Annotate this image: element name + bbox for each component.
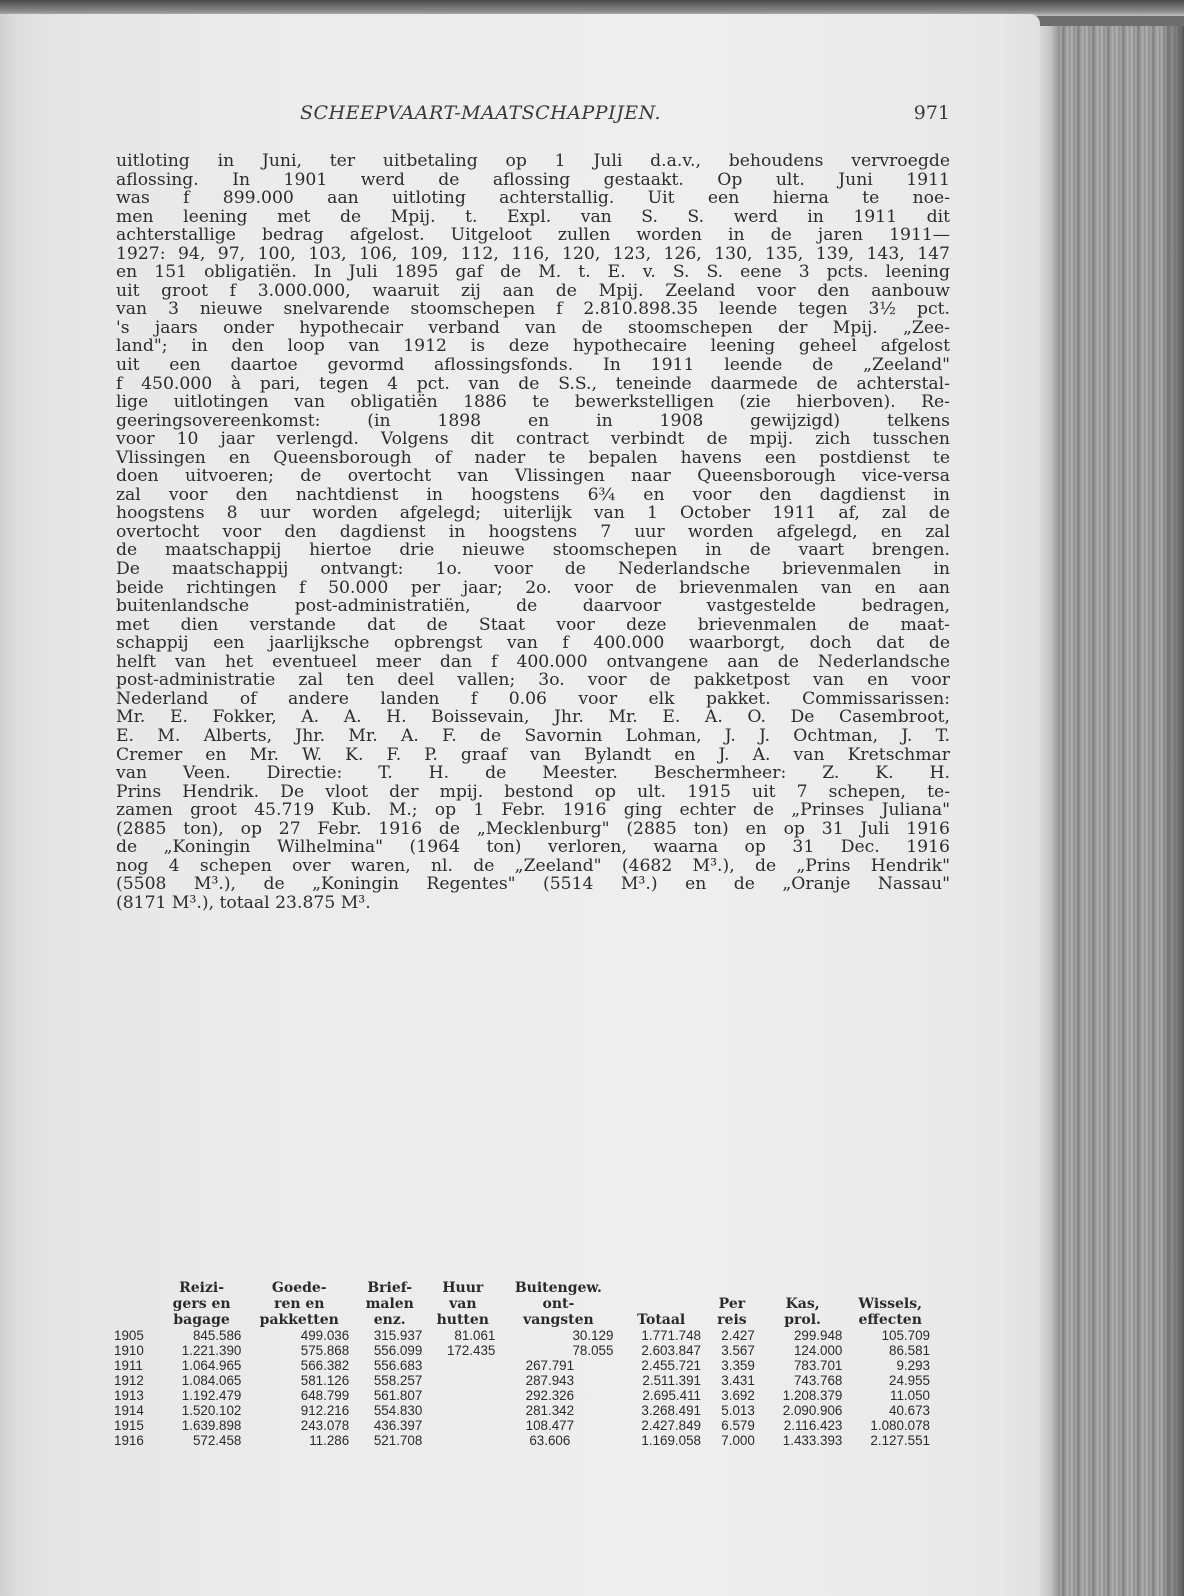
- text-line: Nederland of andere landen f 0.06 voor elk pakket. Commissarissen:: [116, 688, 950, 709]
- running-title: SCHEEPVAART-MAATSCHAPPIJEN.: [300, 102, 662, 124]
- text-line: land"; in den loop van 1912 is deze hypothecaire leening geheel afgelost: [116, 336, 950, 357]
- column-header: Kas, prol.: [784, 1296, 821, 1328]
- text-line: (8171 M³.), totaal 23.875 M³.: [116, 892, 371, 913]
- cell-wissels: 86.581: [889, 1343, 930, 1358]
- cell-goederen: 575.868: [300, 1343, 350, 1358]
- cell-reizigers: 1.520.102: [181, 1403, 242, 1418]
- cell-per_reis: 2.427: [721, 1328, 755, 1343]
- cell-wissels: 9.293: [896, 1358, 930, 1373]
- column-header: Buitengew. ont- vangsten: [514, 1280, 602, 1328]
- cell-year: 1910: [114, 1343, 144, 1358]
- cell-reizigers: 1.064.965: [181, 1358, 242, 1373]
- column-header: [114, 1280, 158, 1328]
- cell-per_reis: 3.692: [721, 1388, 755, 1403]
- text-line: was f 899.000 aan uitloting achterstallig. Uit een hierna te noe-: [116, 188, 950, 209]
- cell-briefmalen: 556.683: [373, 1358, 423, 1373]
- cell-kas: 1.433.393: [782, 1433, 843, 1448]
- text-line: (2885 ton), op 27 Febr. 1916 de „Mecklenburg" (2885 ton) en op 31 Juli 1916: [116, 818, 950, 839]
- cell-goederen: 243.078: [300, 1418, 350, 1433]
- cell-kas: 1.208.379: [782, 1388, 843, 1403]
- text-line: van 3 nieuwe snelvarende stoomschepen f 2.810.898.35 leende tegen 3½ pct.: [116, 299, 950, 320]
- text-line: Prins Hendrik. De vloot der mpij. bestond op ult. 1915 uit 7 schepen, te-: [116, 781, 950, 802]
- cell-kas: 2.116.423: [783, 1418, 843, 1433]
- cell-per_reis: 3.431: [721, 1373, 755, 1388]
- page-stack-highlight: [1040, 26, 1058, 1596]
- cell-kas: 743.768: [793, 1373, 843, 1388]
- page-stack-shadow: [1160, 26, 1184, 1596]
- text-line: overtocht voor den dagdienst in hoogstens 7 uur worden afgelegd, en zal: [116, 521, 950, 542]
- cell-per_reis: 7.000: [721, 1433, 755, 1448]
- table-row: [114, 1373, 934, 1388]
- text-line: post-administratie zal ten deel vallen; 3o. voor de pakketpost van en voor: [116, 670, 950, 691]
- cell-per_reis: 6.579: [721, 1418, 755, 1433]
- cell-briefmalen: 554.830: [373, 1403, 423, 1418]
- cell-goederen: 581.126: [300, 1373, 350, 1388]
- text-line: achterstallige bedrag afgelost. Uitgeloot zullen worden in de jaren 1911—: [116, 225, 950, 246]
- text-line: 's jaars onder hypothecair verband van de stoomschepen der Mpij. „Zee-: [116, 317, 950, 338]
- cell-goederen: 566.382: [300, 1358, 350, 1373]
- column-header: Huur van hutten: [436, 1280, 489, 1328]
- column-header: Goede- ren en pakketten: [259, 1280, 339, 1328]
- cell-wissels: 40.673: [889, 1403, 930, 1418]
- cell-totaal: 2.603.847: [641, 1343, 701, 1358]
- text-line: buitenlandsche post-administratiën, de daarvoor vastgestelde bedragen,: [116, 596, 950, 617]
- text-line: en 151 obligatiën. In Juli 1895 gaf de M. t. E. v. S. S. eene 3 pcts. leening: [116, 262, 950, 283]
- cell-reizigers: 1.192.479: [181, 1388, 242, 1403]
- cell-per_reis: 3.359: [721, 1358, 755, 1373]
- cell-year: 1915: [114, 1418, 144, 1433]
- text-line: 1927: 94, 97, 100, 103, 106, 109, 112, 116, 120, 123, 126, 130, 135, 139, 143, 147: [116, 243, 950, 264]
- text-line: E. M. Alberts, Jhr. Mr. A. F. de Savornin Lohman, J. J. Ochtman, J. T.: [116, 725, 950, 746]
- text-line: Mr. E. Fokker, A. A. H. Boissevain, Jhr. Mr. E. A. O. De Casembroot,: [116, 707, 950, 728]
- text-line: uitloting in Juni, ter uitbetaling op 1 Juli d.a.v., behoudens vervroegde: [116, 151, 950, 171]
- text-line: f 450.000 à pari, tegen 4 pct. van de S.S., teneinde daarmede de achterstal-: [116, 373, 950, 394]
- body-text: [116, 152, 950, 912]
- column-header: Per reis: [717, 1296, 747, 1328]
- text-line: geeringsovereenkomst: (in 1898 en in 1908 gewijzigd) telkens: [116, 410, 950, 431]
- text-line: schappij een jaarlijksche opbrengst van f 400.000 waarborgt, doch dat de: [116, 633, 950, 654]
- cell-reizigers: 1.639.898: [181, 1418, 242, 1433]
- text-line: van Veen. Directie: T. H. de Meester. Beschermheer: Z. K. H.: [116, 763, 950, 784]
- table-row: [114, 1358, 934, 1373]
- cell-wissels: 1.080.078: [870, 1418, 930, 1433]
- cell-merged: 287.943: [525, 1373, 575, 1388]
- text-line: doen uitvoeren; de overtocht van Vlissingen naar Queensborough vice-versa: [116, 466, 950, 487]
- running-head: [110, 100, 950, 130]
- text-line: uit een daartoe gevormd aflossingsfonds. In 1911 leende de „Zeeland": [116, 355, 950, 376]
- text-line: men leening met de Mpij. t. Expl. van S. S. werd in 1911 dit: [116, 206, 950, 227]
- cell-merged: 63.606: [529, 1433, 571, 1448]
- cell-buitengew: 30.129: [572, 1328, 614, 1343]
- cell-huur: 81.061: [454, 1328, 496, 1343]
- cell-merged: 108.477: [525, 1418, 575, 1433]
- cell-totaal: 2.511.391: [642, 1373, 701, 1388]
- cell-briefmalen: 556.099: [373, 1343, 423, 1358]
- text-line: de maatschappij hiertoe drie nieuwe stoomschepen in de vaart brengen.: [116, 540, 950, 561]
- cell-goederen: 499.036: [300, 1328, 350, 1343]
- cell-briefmalen: 521.708: [373, 1433, 423, 1448]
- text-line: zal voor den nachtdienst in hoogstens 6¾ en voor den dagdienst in: [116, 484, 950, 505]
- cell-briefmalen: 315.937: [373, 1328, 423, 1343]
- cell-merged: 281.342: [525, 1403, 575, 1418]
- table-header-row: [114, 1280, 934, 1328]
- cell-kas: 124.000: [793, 1343, 843, 1358]
- text-line: nog 4 schepen over waren, nl. de „Zeeland" (4682 M³.), de „Prins Hendrik": [116, 855, 950, 876]
- cell-totaal: 3.268.491: [641, 1403, 701, 1418]
- cell-huur: 172.435: [446, 1343, 496, 1358]
- text-line: (5508 M³.), de „Koningin Regentes" (5514 M³.) en de „Oranje Nassau": [116, 874, 950, 895]
- table-row: [114, 1418, 934, 1433]
- cell-year: 1913: [114, 1388, 144, 1403]
- column-header: Reizi- gers en bagage: [172, 1280, 231, 1328]
- table-row: [114, 1328, 934, 1343]
- text-line: voor 10 jaar verlengd. Volgens dit contract verbindt de mpij. zich tusschen: [116, 429, 950, 450]
- text-line: de „Koningin Wilhelmina" (1964 ton) verloren, waarna op 31 Dec. 1916: [116, 837, 950, 858]
- column-header: Wissels, effecten: [858, 1296, 922, 1328]
- cell-year: 1914: [114, 1403, 144, 1418]
- cell-reizigers: 1.084.065: [181, 1373, 242, 1388]
- text-line: uit groot f 3.000.000, waaruit zij aan de Mpij. Zeeland voor den aanbouw: [116, 280, 950, 301]
- table-row: [114, 1403, 934, 1418]
- financial-table: [114, 1280, 934, 1448]
- cell-year: 1905: [114, 1328, 144, 1343]
- table-row: [114, 1388, 934, 1403]
- cell-per_reis: 5.013: [721, 1403, 755, 1418]
- text-line: hoogstens 8 uur worden afgelegd; uiterlijk van 1 October 1911 af, zal de: [116, 503, 950, 524]
- cell-reizigers: 845.586: [192, 1328, 242, 1343]
- cell-briefmalen: 561.807: [373, 1388, 423, 1403]
- text-line: zamen groot 45.719 Kub. M.; op 1 Febr. 1916 ging echter de „Prinses Juliana": [116, 800, 950, 821]
- cell-goederen: 11.286: [309, 1433, 350, 1448]
- cell-totaal: 2.455.721: [641, 1358, 701, 1373]
- cell-briefmalen: 436.397: [373, 1418, 423, 1433]
- text-line: beide richtingen f 50.000 per jaar; 2o. voor de brievenmalen van en aan: [116, 577, 950, 598]
- cell-totaal: 2.427.849: [641, 1418, 701, 1433]
- cell-reizigers: 1.221.390: [181, 1343, 242, 1358]
- table-row: [114, 1433, 934, 1448]
- cell-merged: 267.791: [525, 1358, 575, 1373]
- page-stack-edge: [1040, 26, 1184, 1596]
- cell-totaal: 1.771.748: [641, 1328, 701, 1343]
- cell-goederen: 912.216: [300, 1403, 350, 1418]
- cell-kas: 299.948: [793, 1328, 843, 1343]
- cell-wissels: 11.050: [890, 1388, 930, 1403]
- cell-wissels: 24.955: [889, 1373, 930, 1388]
- text-line: aflossing. In 1901 werd de aflossing gestaakt. Op ult. Juni 1911: [116, 169, 950, 190]
- cell-per_reis: 3.567: [721, 1343, 755, 1358]
- text-line: De maatschappij ontvangt: 1o. voor de Nederlandsche brievenmalen in: [116, 559, 950, 580]
- text-line: Vlissingen en Queensborough of nader te bepalen havens een postdienst te: [116, 447, 950, 468]
- cell-goederen: 648.799: [300, 1388, 350, 1403]
- table-row: [114, 1343, 934, 1358]
- text-line: lige uitlotingen van obligatiën 1886 te bewerkstelligen (zie hierboven). Re-: [116, 392, 950, 413]
- text-line: met dien verstande dat de Staat voor deze brievenmalen de maat-: [116, 614, 950, 635]
- cell-buitengew: 78.055: [572, 1343, 614, 1358]
- column-header: Totaal: [637, 1312, 686, 1328]
- cell-kas: 2.090.906: [782, 1403, 843, 1418]
- page-number: 971: [913, 102, 950, 124]
- cell-kas: 783.701: [793, 1358, 843, 1373]
- text-line: Cremer en Mr. W. K. F. P. graaf van Bylandt en J. A. van Kretschmar: [116, 744, 950, 765]
- cell-merged: 292.326: [525, 1388, 575, 1403]
- cell-year: 1911: [114, 1358, 143, 1373]
- cell-totaal: 1.169.058: [641, 1433, 701, 1448]
- cell-year: 1916: [114, 1433, 144, 1448]
- cell-totaal: 2.695.411: [642, 1388, 701, 1403]
- column-header: Brief- malen enz.: [365, 1280, 414, 1328]
- cell-briefmalen: 558.257: [373, 1373, 423, 1388]
- cell-wissels: 2.127.551: [870, 1433, 930, 1448]
- cell-year: 1912: [114, 1373, 144, 1388]
- cell-wissels: 105.709: [881, 1328, 930, 1343]
- text-line: helft van het eventueel meer dan f 400.000 ontvangene aan de Nederlandsche: [116, 651, 950, 672]
- cell-reizigers: 572.458: [192, 1433, 242, 1448]
